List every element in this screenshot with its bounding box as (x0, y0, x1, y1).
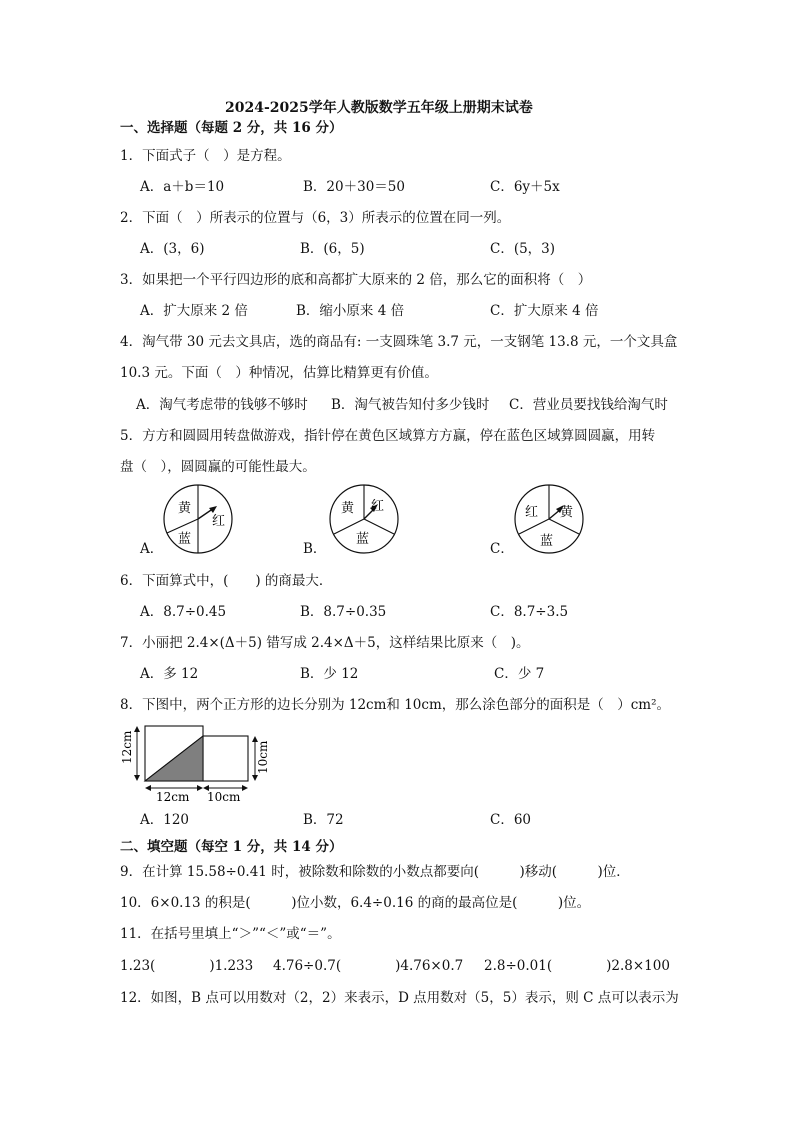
q7-option-c: C．少 7 (494, 666, 545, 682)
q10-text: 10．6×0.13 的积是( )位小数，6.4÷0.16 的商的最高位是( )位。 (120, 895, 591, 911)
q2-option-b: B．(6，5) (300, 241, 365, 257)
spinner-c-label-yellow: 黄 (560, 505, 574, 520)
q12-text: 12．如图，B 点可以用数对（2，2）来表示，D 点用数对（5，5）表示，则 C 点可以表示为 (120, 990, 679, 1006)
q8-stem: 8．下图中，两个正方形的边长分别为 12cm和 10cm，那么涂色部分的面积是（ ）cm²。 (120, 697, 671, 713)
q9-text: 9．在计算 15.58÷0.41 时，被除数和除数的小数点都要向( )移动( )位． (120, 864, 630, 880)
q5-spinner-a (160, 482, 240, 556)
q5-option-c: C． (490, 541, 514, 557)
spinner-a-label-red: 红 (212, 514, 226, 529)
fig-label-bottom-10cm: 10cm (207, 790, 241, 804)
spinner-b-label-yellow: 黄 (341, 501, 355, 516)
fig-label-bottom-12cm: 12cm (156, 790, 190, 804)
q4-option-a: A．淘气考虑带的钱够不够时 (136, 397, 308, 413)
q5-stem-line2: 盘（ ），圆圆赢的可能性最大。 (120, 459, 316, 475)
q5-option-a: A． (140, 541, 164, 557)
spinner-a-label-yellow: 黄 (178, 501, 192, 516)
q4-option-b: B．淘气被告知付多少钱时 (331, 397, 490, 413)
q4-stem-line1: 4．淘气带 30 元去文具店，选的商品有: 一支圆珠笔 3.7 元，一支钢笔 13.8 元，一个文具盒 (120, 334, 678, 350)
q7-stem: 7．小丽把 2.4×(Δ＋5) 错写成 2.4×Δ＋5，这样结果比原来（ )。 (120, 635, 530, 651)
q1-option-a: A．a＋b＝10 (140, 179, 225, 195)
spinner-a-label-blue: 蓝 (178, 532, 192, 547)
q5-stem-line1: 5．方方和圆圆用转盘做游戏，指针停在黄色区域算方方赢，停在蓝色区域算圆圆赢，用转 (120, 428, 656, 444)
spinner-c-label-red: 红 (525, 505, 539, 520)
q1-option-c: C．6y＋5x (490, 179, 560, 195)
q6-stem: 6．下面算式中，( ) 的商最大． (120, 573, 333, 589)
q6-option-b: B．8.7÷0.35 (300, 604, 387, 620)
q8-figure-squares (114, 722, 274, 810)
q8-option-c: C．60 (490, 812, 532, 828)
section-1-heading: 一、选择题（每题 2 分，共 16 分） (120, 120, 343, 136)
spinner-b-label-red: 红 (371, 499, 385, 514)
q4-stem-line2: 10.3 元。下面（ ）种情况，估算比精算更有价值。 (120, 365, 438, 381)
q8-option-b: B．72 (303, 812, 344, 828)
fig-label-right-10cm: 10cm (256, 740, 270, 774)
q11-part-3: 2.8÷0.01( )2.8×100 (484, 958, 670, 974)
q6-option-c: C．8.7÷3.5 (490, 604, 569, 620)
q11-part-2: 4.76÷0.7( )4.76×0.7 (273, 958, 464, 974)
q1-stem: 1．下面式子（ ）是方程。 (120, 148, 291, 164)
section-2-heading: 二、填空题（每空 1 分，共 14 分） (120, 839, 343, 855)
q11-part-1: 1.23( )1.233 (120, 958, 254, 974)
q3-option-c: C．扩大原来 4 倍 (490, 303, 599, 319)
q7-option-b: B．少 12 (300, 666, 359, 682)
q2-option-c: C．(5，3) (490, 241, 556, 257)
q8-option-a: A．120 (140, 812, 190, 828)
q3-stem: 3．如果把一个平行四边形的底和高都扩大原来的 2 倍，那么它的面积将（ ） (120, 272, 592, 288)
q5-option-b: B． (303, 541, 327, 557)
fig-label-left-12cm: 12cm (120, 730, 134, 764)
q5-spinner-b (326, 482, 406, 556)
q11-stem: 11．在括号里填上“＞”“＜”或“＝”。 (120, 926, 341, 942)
q2-option-a: A．(3，6) (140, 241, 205, 257)
spinner-b-label-blue: 蓝 (356, 532, 370, 547)
q3-option-b: B．缩小原来 4 倍 (296, 303, 405, 319)
q2-stem: 2．下面（ ）所表示的位置与（6，3）所表示的位置在同一列。 (120, 210, 511, 226)
q4-option-c: C．营业员要找钱给淘气时 (509, 397, 668, 413)
page-title: 2024-2025学年人教版数学五年级上册期末试卷 (225, 100, 533, 116)
q1-option-b: B．20＋30＝50 (303, 179, 405, 195)
q3-option-a: A．扩大原来 2 倍 (140, 303, 248, 319)
q5-spinner-c (511, 482, 591, 556)
spinner-c-label-blue: 蓝 (540, 534, 554, 549)
q7-option-a: A．多 12 (140, 666, 199, 682)
q6-option-a: A．8.7÷0.45 (140, 604, 227, 620)
